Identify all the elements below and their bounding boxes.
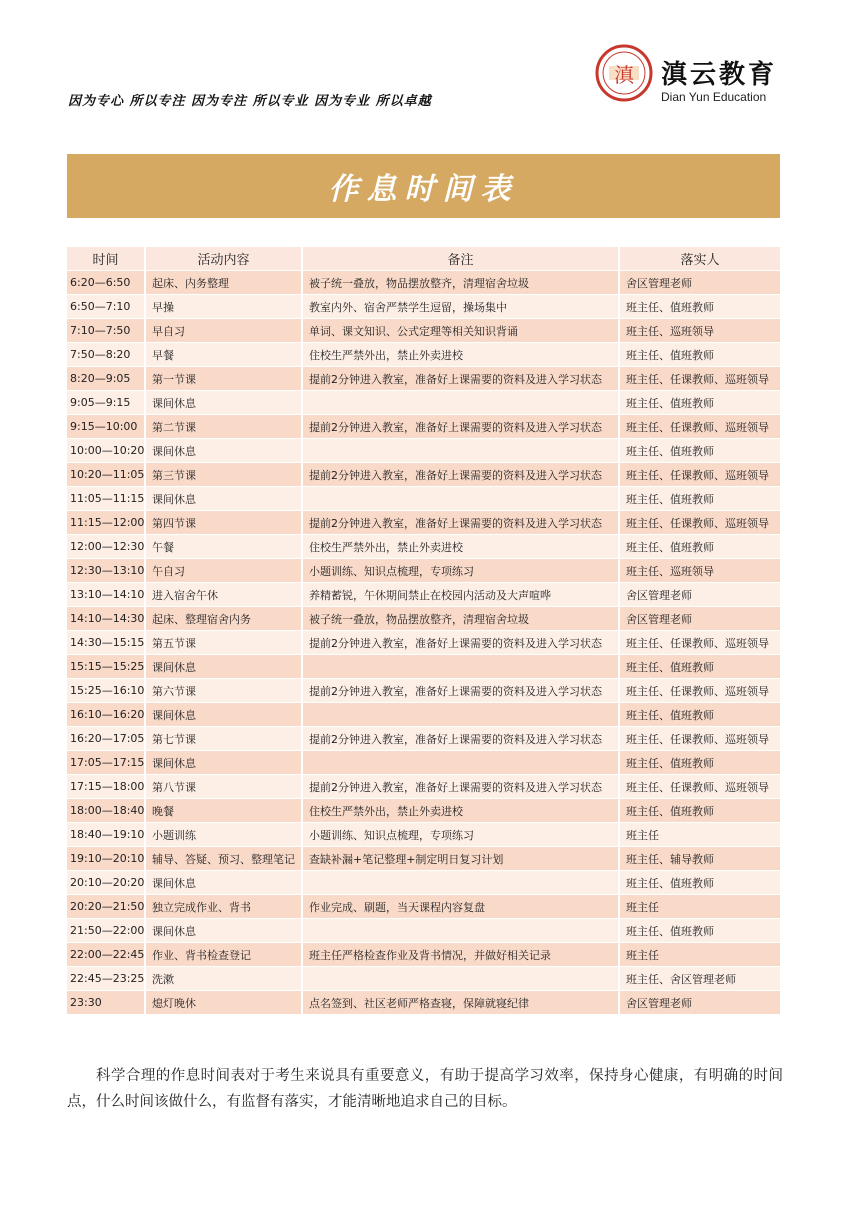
table-row bbox=[67, 607, 780, 630]
cell-responsible: 班主任、值班教师 bbox=[620, 343, 780, 366]
cell-activity: 熄灯晚休 bbox=[146, 991, 303, 1014]
cell-responsible: 班主任、值班教师 bbox=[620, 751, 780, 774]
cell-time: 13:10—14:10 bbox=[67, 583, 146, 606]
cell-responsible: 班主任、值班教师 bbox=[620, 535, 780, 558]
cell-activity: 起床、内务整理 bbox=[146, 271, 303, 294]
cell-note: 单词、课文知识、公式定理等相关知识背诵 bbox=[303, 319, 620, 342]
cell-activity: 早餐 bbox=[146, 343, 303, 366]
page-title: 作息时间表 bbox=[328, 172, 519, 207]
cell-activity: 课间休息 bbox=[146, 751, 303, 774]
cell-note bbox=[303, 439, 620, 462]
cell-note: 教室内外、宿舍严禁学生逗留，操场集中 bbox=[303, 295, 620, 318]
table-row bbox=[67, 319, 780, 342]
cell-responsible: 班主任、值班教师 bbox=[620, 799, 780, 822]
cell-time: 8:20—9:05 bbox=[67, 367, 146, 390]
cell-activity: 课间休息 bbox=[146, 487, 303, 510]
cell-note: 提前2分钟进入教室，准备好上课需要的资料及进入学习状态 bbox=[303, 775, 620, 798]
cell-responsible: 班主任、值班教师 bbox=[620, 871, 780, 894]
cell-responsible: 班主任、辅导教师 bbox=[620, 847, 780, 870]
cell-activity: 课间休息 bbox=[146, 919, 303, 942]
slogan: 因为专心 所以专注 因为专注 所以专业 因为专业 所以卓越 bbox=[68, 94, 432, 109]
header-responsible: 落实人 bbox=[620, 247, 780, 270]
cell-time: 18:00—18:40 bbox=[67, 799, 146, 822]
cell-activity: 第一节课 bbox=[146, 367, 303, 390]
cell-activity: 午自习 bbox=[146, 559, 303, 582]
cell-time: 21:50—22:00 bbox=[67, 919, 146, 942]
cell-note: 点名签到、社区老师严格查寝，保障就寝纪律 bbox=[303, 991, 620, 1014]
cell-responsible: 班主任、值班教师 bbox=[620, 487, 780, 510]
cell-activity: 课间休息 bbox=[146, 703, 303, 726]
cell-note: 作业完成、刷题，当天课程内容复盘 bbox=[303, 895, 620, 918]
cell-note: 班主任严格检查作业及背书情况，并做好相关记录 bbox=[303, 943, 620, 966]
cell-time: 20:20—21:50 bbox=[67, 895, 146, 918]
cell-time: 17:05—17:15 bbox=[67, 751, 146, 774]
cell-note bbox=[303, 487, 620, 510]
table-row bbox=[67, 895, 780, 918]
cell-activity: 进入宿舍午休 bbox=[146, 583, 303, 606]
cell-note bbox=[303, 871, 620, 894]
table-row bbox=[67, 343, 780, 366]
cell-time: 15:15—15:25 bbox=[67, 655, 146, 678]
cell-activity: 第四节课 bbox=[146, 511, 303, 534]
logo-english-name: Dian Yun Education bbox=[661, 90, 767, 104]
table-row bbox=[67, 751, 780, 774]
cell-note: 养精蓄锐，午休期间禁止在校园内活动及大声喧哗 bbox=[303, 583, 620, 606]
table-row bbox=[67, 967, 780, 990]
cell-note: 被子统一叠放，物品摆放整齐，清理宿舍垃圾 bbox=[303, 607, 620, 630]
cell-activity: 第八节课 bbox=[146, 775, 303, 798]
cell-responsible: 舍区管理老师 bbox=[620, 991, 780, 1014]
logo-seal-icon bbox=[595, 44, 653, 102]
cell-responsible: 班主任、任课教师、巡班领导 bbox=[620, 727, 780, 750]
table-row bbox=[67, 391, 780, 414]
cell-note: 提前2分钟进入教室，准备好上课需要的资料及进入学习状态 bbox=[303, 367, 620, 390]
cell-activity: 早操 bbox=[146, 295, 303, 318]
cell-activity: 小题训练 bbox=[146, 823, 303, 846]
cell-time: 6:50—7:10 bbox=[67, 295, 146, 318]
cell-note: 提前2分钟进入教室，准备好上课需要的资料及进入学习状态 bbox=[303, 727, 620, 750]
cell-responsible: 舍区管理老师 bbox=[620, 583, 780, 606]
cell-responsible: 班主任、值班教师 bbox=[620, 919, 780, 942]
logo-name: 滇云教育 bbox=[661, 60, 778, 90]
cell-responsible: 班主任、任课教师、巡班领导 bbox=[620, 775, 780, 798]
cell-activity: 第六节课 bbox=[146, 679, 303, 702]
cell-note: 提前2分钟进入教室，准备好上课需要的资料及进入学习状态 bbox=[303, 679, 620, 702]
cell-responsible: 班主任、任课教师、巡班领导 bbox=[620, 679, 780, 702]
cell-time: 15:25—16:10 bbox=[67, 679, 146, 702]
table-row bbox=[67, 679, 780, 702]
table-row bbox=[67, 511, 780, 534]
cell-note bbox=[303, 919, 620, 942]
cell-time: 22:45—23:25 bbox=[67, 967, 146, 990]
cell-activity: 课间休息 bbox=[146, 391, 303, 414]
cell-responsible: 班主任 bbox=[620, 895, 780, 918]
cell-note: 小题训练、知识点梳理，专项练习 bbox=[303, 823, 620, 846]
table-row bbox=[67, 871, 780, 894]
table-row bbox=[67, 727, 780, 750]
cell-responsible: 班主任、巡班领导 bbox=[620, 559, 780, 582]
cell-responsible: 班主任、任课教师、巡班领导 bbox=[620, 415, 780, 438]
table-body bbox=[67, 271, 780, 1014]
table-header-row bbox=[67, 247, 780, 270]
cell-time: 20:10—20:20 bbox=[67, 871, 146, 894]
cell-activity: 课间休息 bbox=[146, 439, 303, 462]
table-row bbox=[67, 919, 780, 942]
cell-activity: 第五节课 bbox=[146, 631, 303, 654]
table-row bbox=[67, 559, 780, 582]
cell-note: 提前2分钟进入教室，准备好上课需要的资料及进入学习状态 bbox=[303, 463, 620, 486]
cell-note bbox=[303, 703, 620, 726]
cell-time: 14:30—15:15 bbox=[67, 631, 146, 654]
table-row bbox=[67, 463, 780, 486]
table-row bbox=[67, 655, 780, 678]
cell-activity: 第七节课 bbox=[146, 727, 303, 750]
cell-activity: 洗漱 bbox=[146, 967, 303, 990]
table-row bbox=[67, 415, 780, 438]
cell-activity: 辅导、答疑、预习、整理笔记 bbox=[146, 847, 303, 870]
cell-responsible: 班主任、值班教师 bbox=[620, 295, 780, 318]
cell-time: 9:15—10:00 bbox=[67, 415, 146, 438]
cell-note: 被子统一叠放，物品摆放整齐，清理宿舍垃圾 bbox=[303, 271, 620, 294]
cell-time: 10:20—11:05 bbox=[67, 463, 146, 486]
cell-activity: 晚餐 bbox=[146, 799, 303, 822]
cell-time: 14:10—14:30 bbox=[67, 607, 146, 630]
cell-responsible: 班主任 bbox=[620, 823, 780, 846]
cell-time: 19:10—20:10 bbox=[67, 847, 146, 870]
cell-time: 18:40—19:10 bbox=[67, 823, 146, 846]
table-row bbox=[67, 271, 780, 294]
cell-responsible: 班主任、值班教师 bbox=[620, 391, 780, 414]
cell-time: 22:00—22:45 bbox=[67, 943, 146, 966]
table-row bbox=[67, 823, 780, 846]
cell-responsible: 班主任、值班教师 bbox=[620, 703, 780, 726]
title-banner bbox=[67, 154, 780, 218]
cell-responsible: 班主任 bbox=[620, 943, 780, 966]
cell-note bbox=[303, 751, 620, 774]
cell-responsible: 班主任、任课教师、巡班领导 bbox=[620, 511, 780, 534]
logo bbox=[595, 44, 795, 110]
cell-responsible: 舍区管理老师 bbox=[620, 271, 780, 294]
cell-time: 7:10—7:50 bbox=[67, 319, 146, 342]
cell-responsible: 班主任、值班教师 bbox=[620, 439, 780, 462]
cell-time: 7:50—8:20 bbox=[67, 343, 146, 366]
table-row bbox=[67, 295, 780, 318]
cell-time: 23:30 bbox=[67, 991, 146, 1014]
cell-responsible: 舍区管理老师 bbox=[620, 607, 780, 630]
header-activity: 活动内容 bbox=[146, 247, 303, 270]
cell-responsible: 班主任、任课教师、巡班领导 bbox=[620, 463, 780, 486]
cell-time: 10:00—10:20 bbox=[67, 439, 146, 462]
table-row bbox=[67, 799, 780, 822]
cell-time: 11:05—11:15 bbox=[67, 487, 146, 510]
cell-note: 住校生严禁外出，禁止外卖进校 bbox=[303, 343, 620, 366]
cell-time: 11:15—12:00 bbox=[67, 511, 146, 534]
table-row bbox=[67, 439, 780, 462]
header-time: 时间 bbox=[67, 247, 146, 270]
logo-seal-char: 滇 bbox=[614, 63, 634, 87]
cell-activity: 起床、整理宿舍内务 bbox=[146, 607, 303, 630]
cell-activity: 作业、背书检查登记 bbox=[146, 943, 303, 966]
cell-responsible: 班主任、任课教师、巡班领导 bbox=[620, 367, 780, 390]
cell-responsible: 班主任、值班教师 bbox=[620, 655, 780, 678]
cell-time: 12:30—13:10 bbox=[67, 559, 146, 582]
table-row bbox=[67, 703, 780, 726]
table-row bbox=[67, 367, 780, 390]
header-note: 备注 bbox=[303, 247, 620, 270]
cell-note: 住校生严禁外出，禁止外卖进校 bbox=[303, 799, 620, 822]
cell-time: 17:15—18:00 bbox=[67, 775, 146, 798]
table-row bbox=[67, 943, 780, 966]
cell-note: 小题训练、知识点梳理，专项练习 bbox=[303, 559, 620, 582]
cell-activity: 早自习 bbox=[146, 319, 303, 342]
cell-activity: 第二节课 bbox=[146, 415, 303, 438]
cell-activity: 课间休息 bbox=[146, 871, 303, 894]
schedule-table bbox=[67, 246, 780, 1015]
cell-note: 提前2分钟进入教室，准备好上课需要的资料及进入学习状态 bbox=[303, 631, 620, 654]
cell-activity: 课间休息 bbox=[146, 655, 303, 678]
cell-note: 提前2分钟进入教室，准备好上课需要的资料及进入学习状态 bbox=[303, 415, 620, 438]
cell-note: 提前2分钟进入教室，准备好上课需要的资料及进入学习状态 bbox=[303, 511, 620, 534]
cell-note: 查缺补漏+笔记整理+制定明日复习计划 bbox=[303, 847, 620, 870]
cell-time: 16:20—17:05 bbox=[67, 727, 146, 750]
cell-time: 16:10—16:20 bbox=[67, 703, 146, 726]
table-row bbox=[67, 847, 780, 870]
cell-responsible: 班主任、任课教师、巡班领导 bbox=[620, 631, 780, 654]
table-row bbox=[67, 487, 780, 510]
cell-activity: 独立完成作业、背书 bbox=[146, 895, 303, 918]
cell-time: 6:20—6:50 bbox=[67, 271, 146, 294]
cell-note bbox=[303, 967, 620, 990]
cell-time: 9:05—9:15 bbox=[67, 391, 146, 414]
cell-note bbox=[303, 391, 620, 414]
cell-time: 12:00—12:30 bbox=[67, 535, 146, 558]
cell-activity: 午餐 bbox=[146, 535, 303, 558]
table-row bbox=[67, 775, 780, 798]
cell-note: 住校生严禁外出，禁止外卖进校 bbox=[303, 535, 620, 558]
cell-note bbox=[303, 655, 620, 678]
table-row bbox=[67, 535, 780, 558]
summary-paragraph: 科学合理的作息时间表对于考生来说具有重要意义，有助于提高学习效率，保持身心健康，有明确的时间点，什么时间该做什么，有监督有落实，才能清晰地追求自己的目标。 bbox=[67, 1067, 783, 1110]
cell-responsible: 班主任、舍区管理老师 bbox=[620, 967, 780, 990]
table-row bbox=[67, 583, 780, 606]
table-row bbox=[67, 991, 780, 1014]
table-row bbox=[67, 631, 780, 654]
cell-activity: 第三节课 bbox=[146, 463, 303, 486]
cell-responsible: 班主任、巡班领导 bbox=[620, 319, 780, 342]
